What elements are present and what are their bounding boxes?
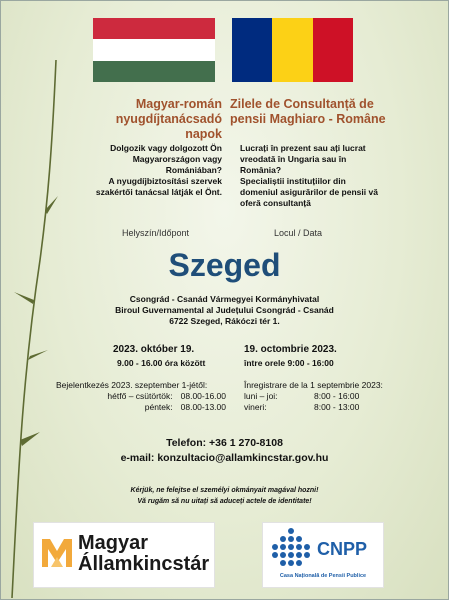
hours-ro: între orele 9:00 - 16:00 xyxy=(244,358,334,368)
hungarian-title: Magyar-román nyugdíjtanácsadó napok xyxy=(115,97,222,141)
reg-time-ro: 8:00 - 13:00 xyxy=(314,402,360,412)
reg-time-hu: 08.00-13.00 xyxy=(180,402,226,412)
email-address: e-mail: konzultacio@allamkincstar.gov.hu xyxy=(120,452,329,464)
romanian-intro: Lucrați în prezent sau ați lucrat vreodată în Ungaria sau în România? Specialiștii instituțiilor din domeniul asigurărilor de pensii vă oferă consultanță xyxy=(240,143,378,208)
reg-day-ro: vineri: xyxy=(244,402,267,412)
registration-hu: Bejelentkezés 2023. szeptember 1-jétől: hétfő – csütörtök: 08.00-16.00 péntek: 08.00-13.00 xyxy=(56,380,226,412)
cnpp-abbr: CNPP xyxy=(317,539,368,559)
registration-ro: Înregistrare de la 1 septembrie 2023: luni – joi: 8:00 - 16:00 vineri: 8:00 - 13:00 xyxy=(244,380,383,412)
cnpp-emblem-icon xyxy=(269,526,313,570)
reg-day-ro: luni – joi: xyxy=(244,391,278,401)
reg-time-hu: 08.00-16.00 xyxy=(180,391,226,401)
mak-logo-text: Magyar Államkincstár xyxy=(78,532,210,575)
branch-decoration xyxy=(0,0,60,600)
romania-flag xyxy=(232,18,353,82)
reg-day-hu: péntek: xyxy=(144,402,173,412)
phone-number: Telefon: +36 1 270-8108 xyxy=(166,437,283,449)
venue-label-ro: Locul / Data xyxy=(274,228,323,238)
romanian-title: Zilele de Consultanță de pensii Maghiaro - Române xyxy=(230,97,386,126)
note-ro: Vă rugăm să nu uitați să aduceți actele de identitate! xyxy=(137,498,312,505)
mak-emblem-icon xyxy=(40,535,74,569)
date-ro: 19. octombrie 2023. xyxy=(244,344,337,355)
cnpp-logo xyxy=(262,522,384,588)
hungary-flag xyxy=(93,18,215,82)
date-hu: 2023. október 19. xyxy=(113,344,195,355)
hungarian-intro: Dolgozik vagy dolgozott Ön Magyarországon vagy Romániában? A nyugdíjbiztosítási szervek szakértői tanácsal látják el Önt. xyxy=(95,143,222,197)
reg-time-ro: 8:00 - 16:00 xyxy=(314,391,360,401)
hours-hu: 9.00 - 16.00 óra között xyxy=(117,358,206,368)
city-name: Szeged xyxy=(168,247,281,283)
reg-day-hu: hétfő – csütörtök: xyxy=(107,391,173,401)
venue-address: Csongrád - Csanád Vármegyei Kormányhivatal Biroul Guvernamental al Județului Csongrád - Csanád 6722 Szeged, Rákóczi tér 1. xyxy=(115,294,334,326)
venue-label-hu: Helyszín/Időpont xyxy=(122,228,190,238)
cnpp-full-name: Casa Națională de Pensii Publice xyxy=(279,573,367,579)
magyar-allamkincstar-logo xyxy=(33,522,215,588)
note-hu: Kérjük, ne felejtse el személyi okmányait magával hozni! xyxy=(130,487,319,494)
